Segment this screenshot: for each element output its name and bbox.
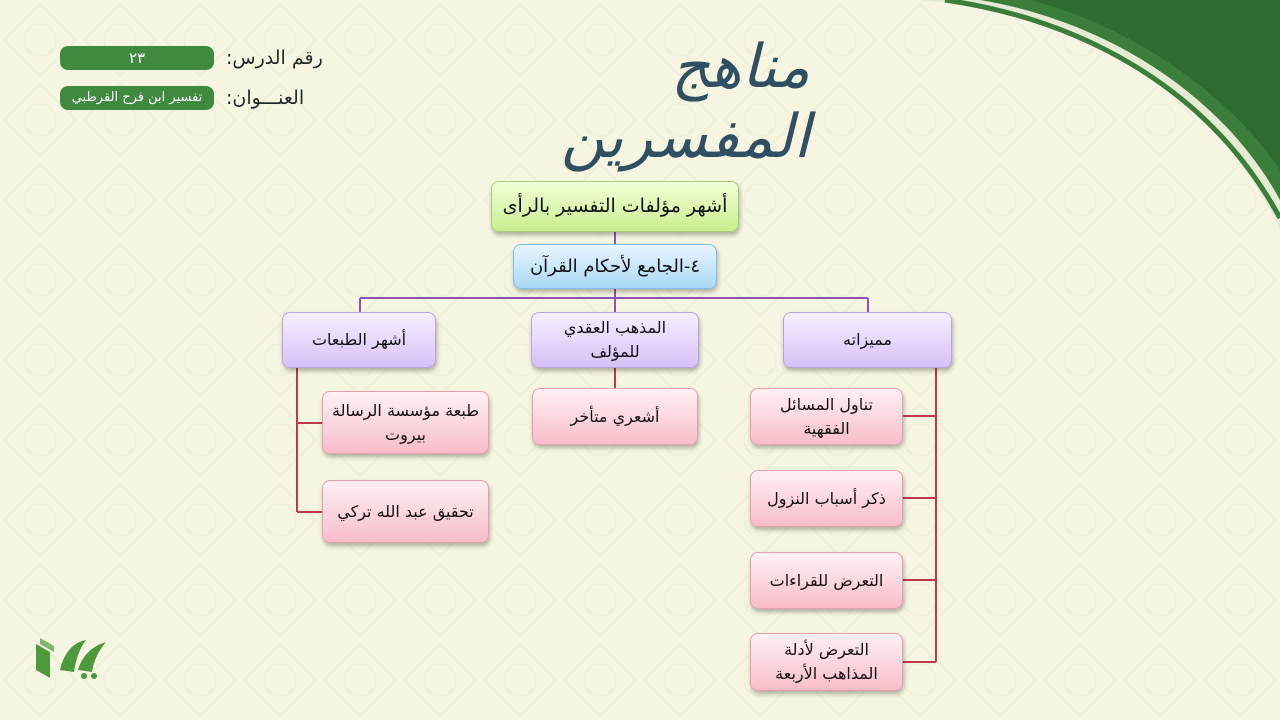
lesson-title-value: تفسير ابن فرح القرطبي: [60, 86, 214, 110]
features-item-2: ذكر أسباب النزول: [750, 470, 903, 527]
channel-logo: [34, 630, 110, 682]
editions-item-1: طبعة مؤسسة الرسالة بيروت: [322, 391, 489, 454]
diagram-root-node: أشهر مؤلفات التفسير بالرأى: [491, 181, 739, 232]
lesson-title-label: العنـــوان:: [226, 87, 305, 109]
features-item-1: تناول المسائل الفقهية: [750, 388, 903, 445]
lesson-number-label: رقم الدرس:: [226, 47, 323, 69]
diagram-book-node: ٤-الجامع لأحكام القرآن: [513, 244, 717, 289]
category-features-node: مميزاته: [783, 312, 952, 368]
features-item-4: التعرض لأدلة المذاهب الأربعة: [750, 633, 903, 691]
features-item-3: التعرض للقراءات: [750, 552, 903, 609]
program-title: مناهج المفسرين: [561, 32, 810, 172]
lesson-number-value: ٢٣: [60, 46, 214, 70]
category-creed-node: المذهب العقدي للمؤلف: [531, 312, 699, 368]
editions-item-2: تحقيق عبد الله تركي: [322, 480, 489, 543]
creed-item-1: أشعري متأخر: [532, 388, 698, 445]
category-editions-node: أشهر الطبعات: [282, 312, 436, 368]
